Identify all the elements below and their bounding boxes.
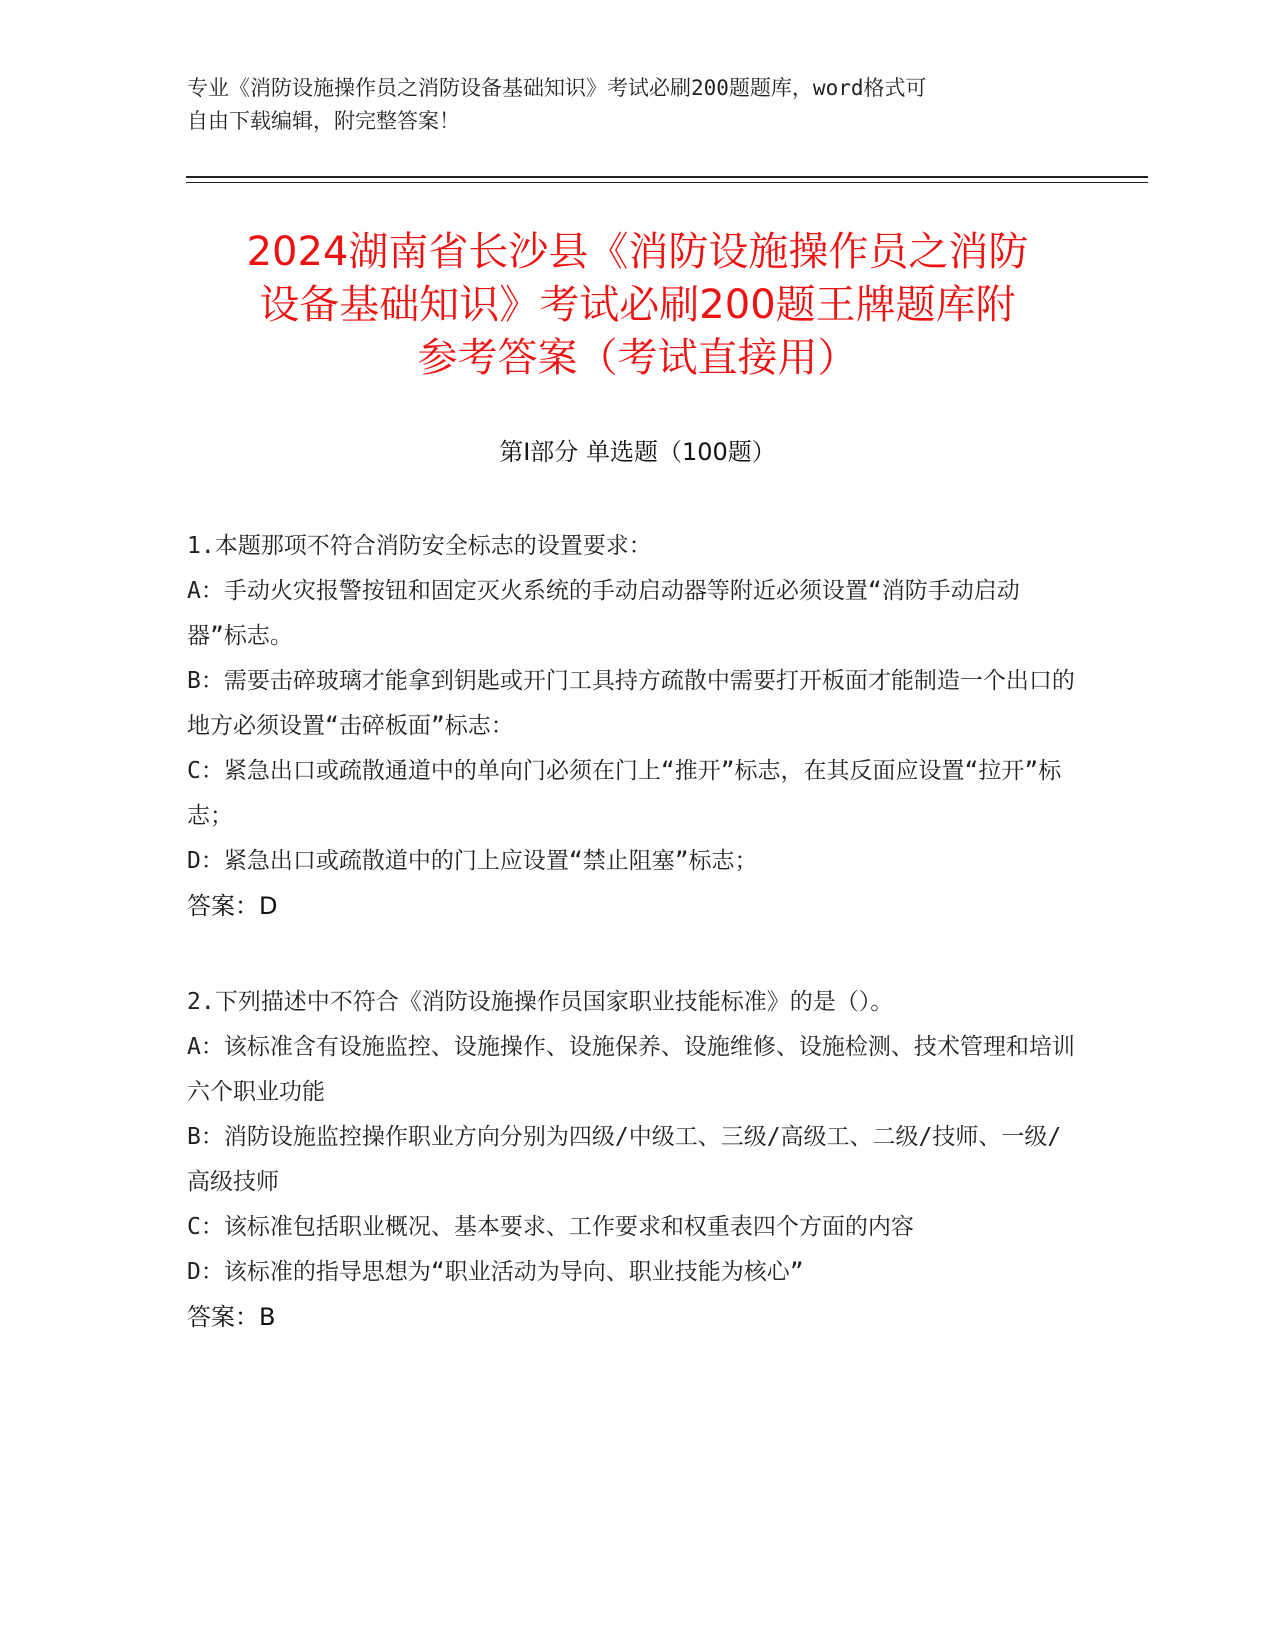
document-title-line-2: 设备基础知识》考试必刷200题王牌题库附	[259, 282, 1016, 328]
option-a: A：该标准含有设施监控、设施操作、设施保养、设施维修、设施检测、技术管理和培训六个职业功能	[187, 1034, 1075, 1105]
document-title-line-1: 2024湖南省长沙县《消防设施操作员之消防	[246, 229, 1029, 275]
answer: 答案：D	[187, 892, 278, 920]
document-title-line-3: 参考答案（考试直接用）	[417, 335, 858, 381]
option-a: A：手动火灾报警按钮和固定灭火系统的手动启动器等附近必须设置“消防手动启动器”标志。	[187, 578, 1020, 649]
option-d: D：该标准的指导思想为“职业活动为导向、职业技能为核心”	[187, 1259, 804, 1285]
document-title	[150, 226, 1125, 385]
option-d: D：紧急出口或疏散道中的门上应设置“禁止阻塞”标志；	[187, 848, 758, 874]
question-2	[187, 980, 1077, 1340]
question-stem: 1.本题那项不符合消防安全标志的设置要求：	[187, 533, 652, 559]
header-note-line-2: 自由下载编辑，附完整答案！	[187, 109, 460, 133]
header-divider-thick	[186, 176, 1148, 178]
option-c: C：该标准包括职业概况、基本要求、工作要求和权重表四个方面的内容	[187, 1214, 914, 1240]
option-c: C：紧急出口或疏散通道中的单向门必须在门上“推开”标志，在其反面应设置“拉开”标志；	[187, 758, 1062, 829]
answer: 答案：B	[187, 1303, 276, 1331]
header-note	[187, 72, 1087, 138]
header-divider-thin	[186, 182, 1148, 183]
section-heading: 第Ⅰ部分 单选题（100题）	[499, 438, 776, 466]
header-note-line-1: 专业《消防设施操作员之消防设备基础知识》考试必刷200题题库，word格式可	[187, 76, 927, 100]
question-1	[187, 524, 1077, 929]
option-b: B：消防设施监控操作职业方向分别为四级/中级工、三级/高级工、二级/技师、一级/高级技师	[187, 1124, 1062, 1195]
question-stem: 2.下列描述中不符合《消防设施操作员国家职业技能标准》的是（）。	[187, 989, 894, 1015]
option-b: B：需要击碎玻璃才能拿到钥匙或开门工具持方疏散中需要打开板面才能制造一个出口的地方必须设置“击碎板面”标志：	[187, 668, 1075, 739]
